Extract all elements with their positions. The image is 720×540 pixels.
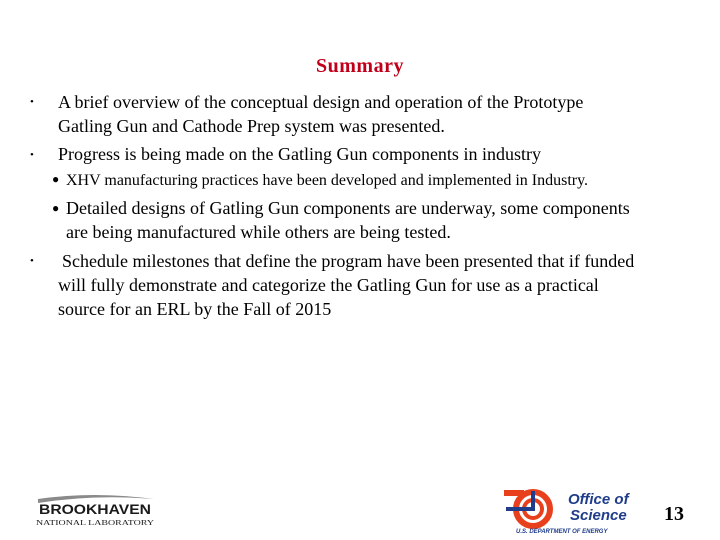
- brookhaven-logo: [34, 493, 159, 529]
- bullet-3-line-2: will fully demonstrate and categorize the Gatling Gun for use as a practical: [58, 275, 599, 295]
- bullet-3-line-3: source for an ERL by the Fall of 2015: [58, 299, 332, 319]
- bnl-logo-tagline: NATIONAL LABORATORY: [36, 518, 155, 527]
- page-number: 13: [664, 503, 684, 525]
- bullet-1-line-2: Gatling Gun and Cathode Prep system was presented.: [58, 116, 445, 136]
- subbullet-1-line-1: XHV manufacturing practices have been developed and implemented in Industry.: [66, 172, 589, 189]
- bullet-1-line-1: A brief overview of the conceptual design and operation of the Prototype: [58, 92, 584, 112]
- subbullet-marker: ●: [52, 172, 60, 186]
- office-of-science-logo: [502, 487, 652, 537]
- bullet-marker: •: [30, 149, 34, 161]
- bullet-2-line-1: Progress is being made on the Gatling Gun components in industry: [58, 144, 541, 164]
- subbullet-2-line-2: are being manufactured while others are being tested.: [66, 222, 451, 242]
- subbullet-marker: ●: [52, 201, 60, 215]
- bullet-3-line-1: Schedule milestones that define the program have been presented that if funded: [62, 251, 635, 271]
- osc-logo-tagline: U.S. DEPARTMENT OF ENERGY: [516, 529, 608, 535]
- osc-logo-line1: Office of: [568, 491, 629, 508]
- bullet-marker: •: [30, 96, 34, 108]
- subbullet-2-line-1: Detailed designs of Gatling Gun components are underway, some components: [66, 198, 630, 218]
- bullet-marker: •: [30, 255, 34, 267]
- bnl-logo-name: BROOKHAVEN: [39, 502, 151, 517]
- slide-title: Summary: [316, 55, 404, 77]
- osc-logo-line2: Science: [570, 507, 627, 524]
